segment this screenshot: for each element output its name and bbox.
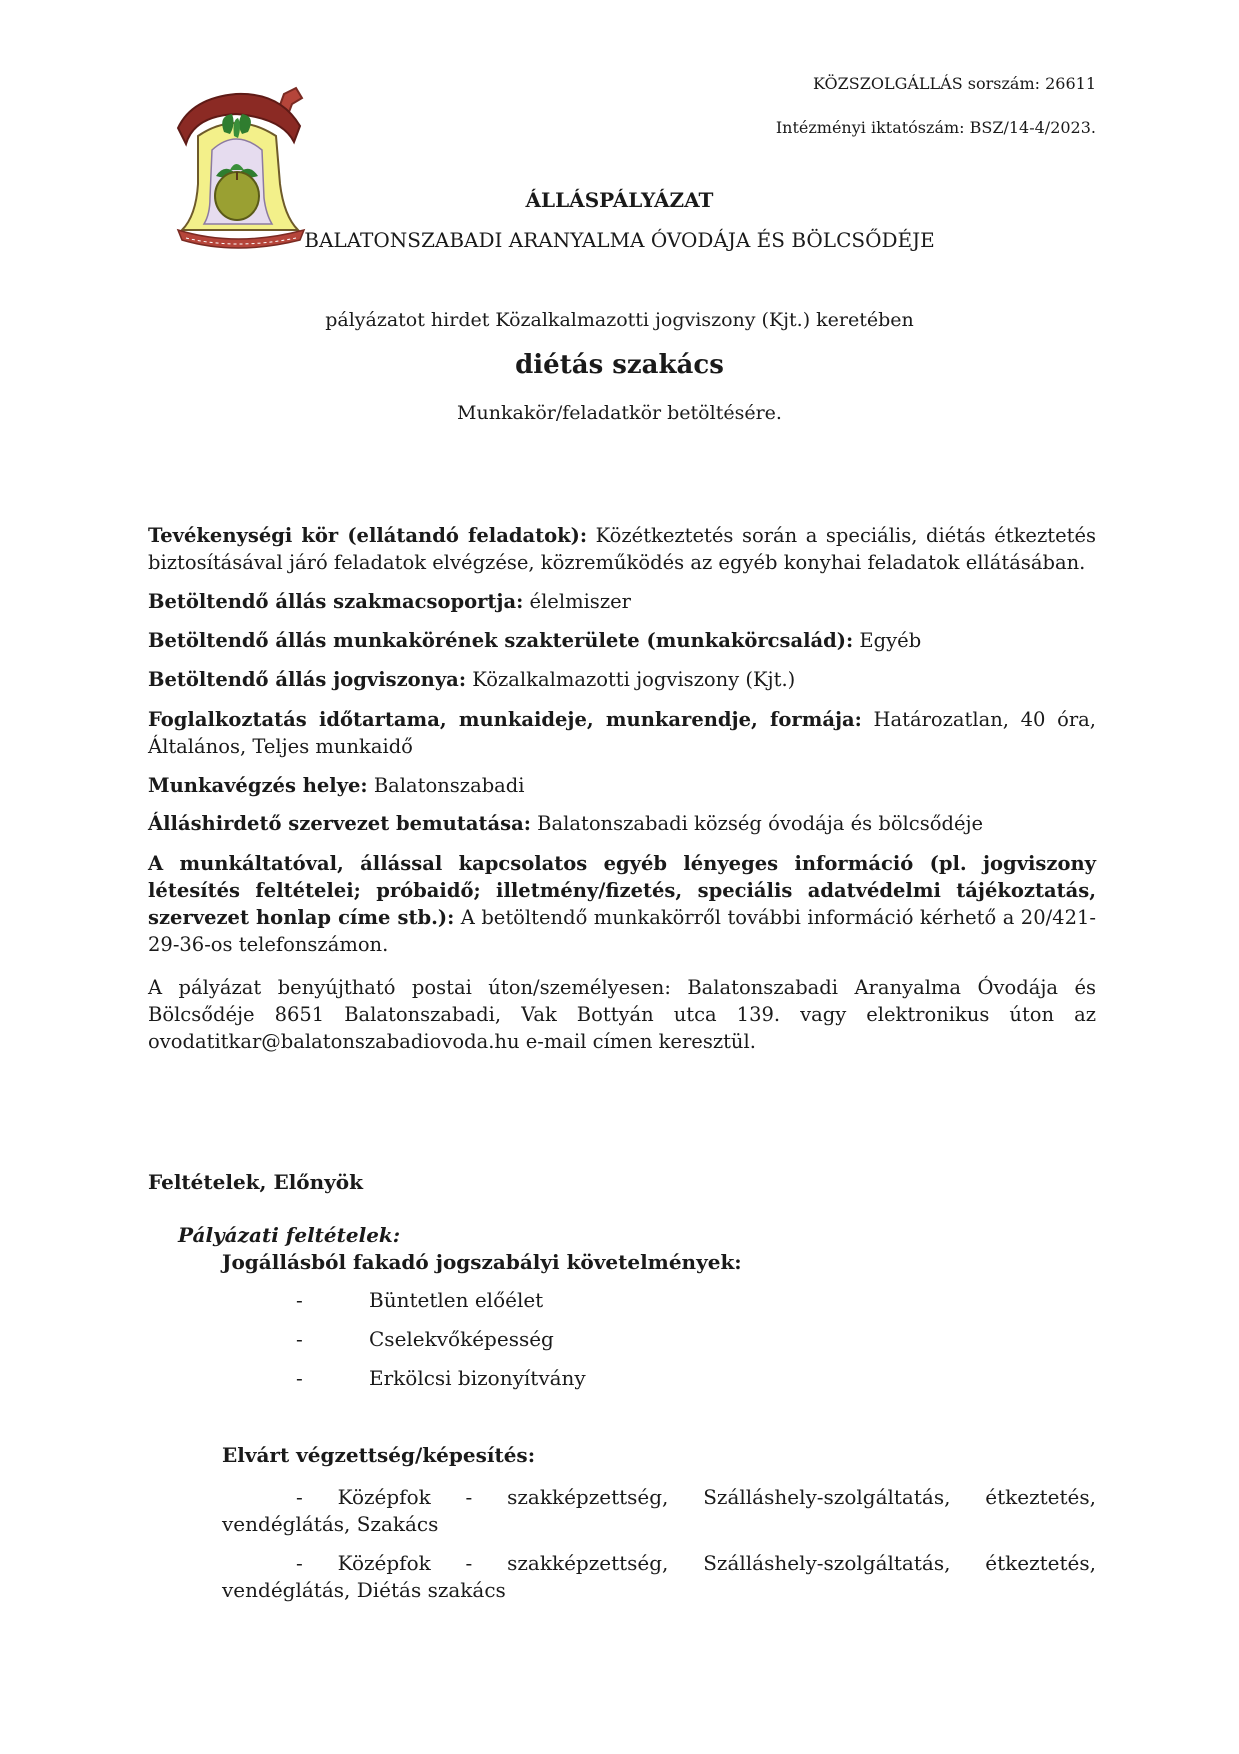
- education-field-2: étkeztetés,: [985, 1485, 1096, 1509]
- egyeb-info-value: A betöltendő munkakörről további információ kérhető a 20/421-29-36-os telefonszámon.: [148, 906, 1096, 956]
- szakterulet-paragraph: [148, 627, 1096, 654]
- szervezet-paragraph: [148, 810, 1096, 837]
- szervezet-value: Balatonszabadi község óvodája és bölcsődéje: [530, 812, 984, 835]
- hely-value: Balatonszabadi: [367, 774, 525, 797]
- jogviszony-label: Betöltendő állás jogviszonya:: [148, 668, 467, 691]
- organization-name: BALATONSZABADI ARANYALMA ÓVODÁJA ÉS BÖLCSŐDÉJE: [304, 228, 935, 252]
- education-line: [222, 1484, 1096, 1511]
- document-heading: ÁLLÁSPÁLYÁZAT: [525, 188, 714, 212]
- sorszam: KÖZSZOLGÁLLÁS sorszám: 26611: [813, 74, 1096, 93]
- hely-paragraph: [148, 772, 1096, 799]
- kindergarten-logo: [172, 80, 312, 250]
- jogallas-title: Jogállásból fakadó jogszabályi követelmények:: [222, 1250, 742, 1274]
- education-level: Középfok: [337, 1551, 431, 1575]
- szakterulet-value: Egyéb: [853, 629, 922, 652]
- education-dash: -: [296, 1485, 303, 1509]
- education-line-2: vendéglátás, Diétás szakács: [222, 1578, 506, 1602]
- benyujtas-paragraph: A pályázat benyújtható postai úton/személyesen: Balatonszabadi Aranyalma Óvodája és Bölcsődéje 8651 Balatonszabadi, Vak Bottyán utca 139. vagy elektronikus úton az ovodatitkar@balatonszabadiovoda.hu e-mail címen keresztül.: [148, 976, 1096, 1053]
- purpose-line: Munkakör/feladatkör betöltésére.: [457, 402, 782, 424]
- education-separator: -: [465, 1551, 473, 1575]
- hely-label: Munkavégzés helye:: [148, 774, 368, 797]
- egyeb-info-paragraph: [148, 850, 1096, 958]
- szakmacsoport-label: Betöltendő állás szakmacsoportja:: [148, 590, 524, 613]
- education-field: Szálláshely-szolgáltatás,: [703, 1551, 951, 1575]
- education-type: szakképzettség,: [507, 1551, 669, 1575]
- egyeb-info-label: A munkáltatóval, állással kapcsolatos egyéb lényeges információ (pl. jogviszony létesítés feltételei; próbaidő; illetmény/fizetés, speciális adatvédelmi tájékoztatás, szervezet honlap címe stb.):: [148, 852, 1096, 929]
- list-dash: -: [296, 1327, 303, 1351]
- conditions-title: Feltételek, Előnyök: [148, 1170, 363, 1194]
- foglalkoztatas-paragraph: [148, 706, 1096, 760]
- list-item-text: Cselekvőképesség: [369, 1327, 554, 1351]
- tevekenyseg-label: Tevékenységi kör (ellátandó feladatok):: [148, 524, 588, 547]
- education-item: [222, 1550, 1096, 1604]
- education-line-2: vendéglátás, Szakács: [222, 1512, 439, 1536]
- education-field-2: étkeztetés,: [985, 1551, 1096, 1575]
- foglalkoztatas-label: Foglalkoztatás időtartama, munkaideje, munkarendje, formája:: [148, 708, 862, 731]
- list-dash: -: [296, 1366, 303, 1390]
- jogviszony-value: Közalkalmazotti jogviszony (Kjt.): [466, 668, 796, 691]
- education-field: Szálláshely-szolgáltatás,: [703, 1485, 951, 1509]
- list-item-text: Erkölcsi bizonyítvány: [369, 1366, 586, 1390]
- tevekenyseg-value: Közétkeztetés során a speciális, diétás étkeztetés biztosításával járó feladatok elvégzése, közreműködés az egyéb konyhai feladatok ellátásában.: [148, 524, 1096, 574]
- jogviszony-paragraph: [148, 666, 1096, 693]
- education-item: [222, 1484, 1096, 1538]
- iktatoszam: Intézményi iktatószám: BSZ/14-4/2023.: [775, 118, 1096, 137]
- education-separator: -: [465, 1485, 473, 1509]
- education-dash: -: [296, 1551, 303, 1575]
- szakmacsoport-paragraph: [148, 588, 1096, 615]
- announcement-line: pályázatot hirdet Közalkalmazotti jogviszony (Kjt.) keretében: [325, 309, 914, 331]
- szakterulet-label: Betöltendő állás munkakörének szakterülete (munkakörcsalád):: [148, 629, 854, 652]
- education-level: Középfok: [337, 1485, 431, 1509]
- position-title: diétás szakács: [515, 350, 724, 380]
- education-title: Elvárt végzettség/képesítés:: [222, 1443, 536, 1467]
- list-dash: -: [296, 1288, 303, 1312]
- foglalkoztatas-value: Határozatlan, 40 óra, Általános, Teljes munkaidő: [148, 708, 1096, 758]
- szervezet-label: Álláshirdető szervezet bemutatása:: [148, 812, 531, 835]
- list-item-text: Büntetlen előélet: [369, 1288, 544, 1312]
- education-line: [222, 1550, 1096, 1577]
- education-type: szakképzettség,: [507, 1485, 669, 1509]
- tevekenyseg-paragraph: [148, 522, 1096, 576]
- palyazati-feltetelek-title: Pályázati feltételek:: [178, 1223, 401, 1247]
- szakmacsoport-value: élelmiszer: [523, 590, 631, 613]
